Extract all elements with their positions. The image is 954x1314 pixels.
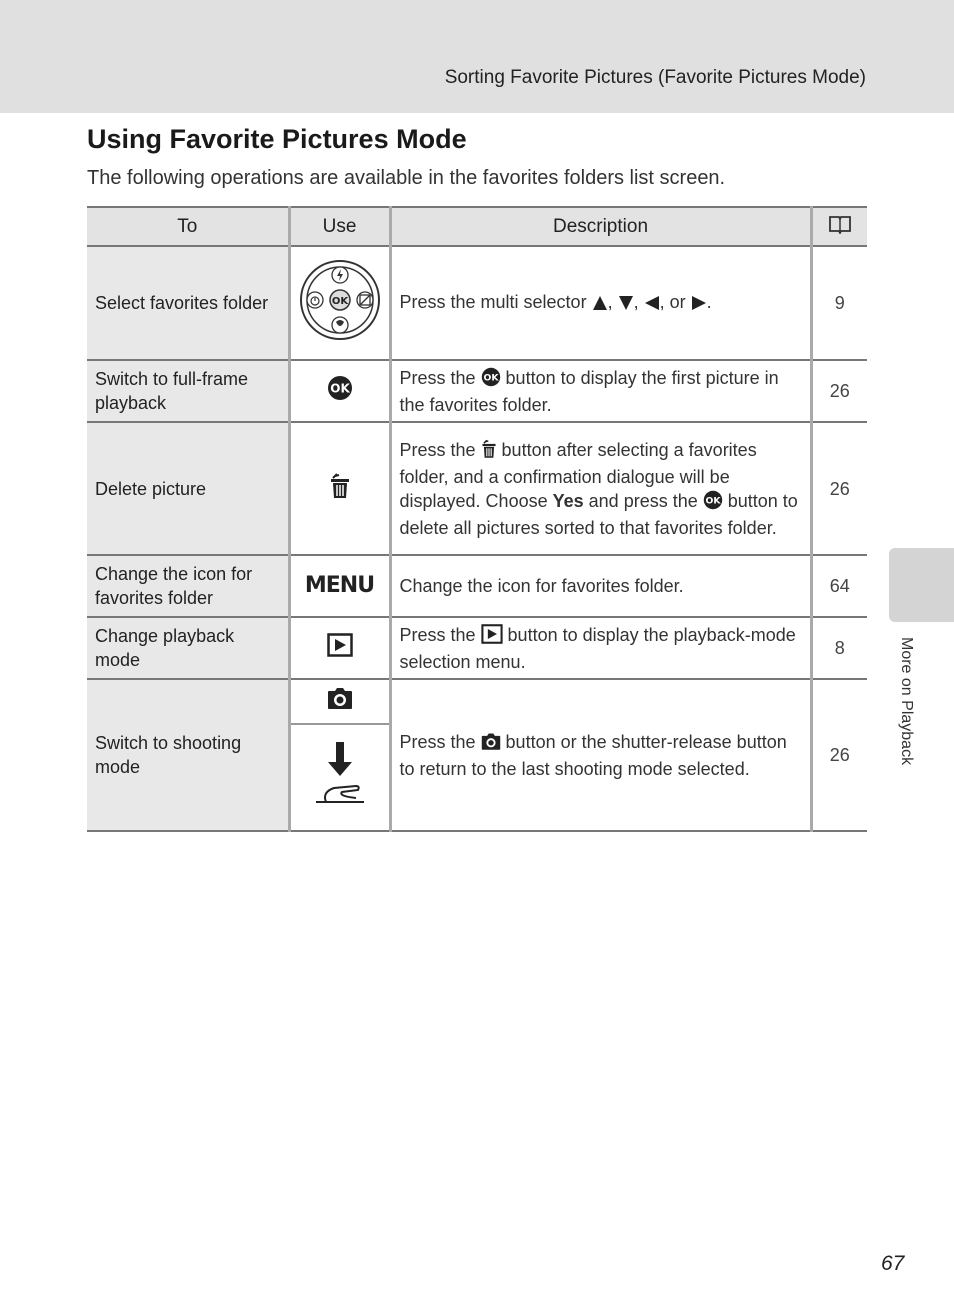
svg-text:OK: OK	[329, 381, 350, 396]
header-use: Use	[289, 207, 390, 246]
triangle-right-icon	[691, 293, 707, 317]
row-to: Change playback mode	[87, 617, 289, 679]
table-row	[87, 246, 867, 360]
menu-button-label: MENU	[304, 573, 375, 598]
row-use	[289, 422, 390, 555]
table-header-row	[87, 207, 867, 246]
row-page: 26	[811, 360, 867, 422]
row-page: 9	[811, 246, 867, 360]
row-description: Press the button after selecting a favorites folder, and a confirmation dialogue will be displayed. Choose Yes and press the OK button to delete all pictures sorted to that favorites folder.	[390, 422, 811, 555]
table-row	[87, 422, 867, 555]
row-to: Select favorites folder	[87, 246, 289, 360]
row-description: Press the button or the shutter-release button to return to the last shooting mode selected.	[390, 679, 811, 831]
multi-selector-icon	[298, 296, 382, 346]
row-description: Press the OK button to display the first picture in the favorites folder.	[390, 360, 811, 422]
header-reference	[811, 207, 867, 246]
header-to: To	[87, 207, 289, 246]
row-use	[289, 246, 390, 360]
playback-button-icon	[481, 624, 503, 650]
ok-button-icon	[327, 381, 353, 405]
running-header: Sorting Favorite Pictures (Favorite Pictures Mode)	[444, 67, 866, 88]
section-tab	[889, 548, 954, 622]
row-to: Switch to full-frame playback	[87, 360, 289, 422]
book-icon	[828, 218, 852, 239]
triangle-left-icon	[644, 293, 660, 317]
trash-icon	[481, 439, 497, 465]
header-band	[0, 0, 954, 113]
use-camera-cell	[291, 680, 389, 725]
row-to: Switch to shooting mode	[87, 679, 289, 831]
svg-text:OK: OK	[705, 494, 721, 506]
row-use	[289, 679, 390, 831]
table-row	[87, 555, 867, 617]
ok-button-icon	[481, 367, 501, 393]
row-description: Press the button to display the playback-mode selection menu.	[390, 617, 811, 679]
page-number: 67	[881, 1252, 905, 1275]
table-row	[87, 360, 867, 422]
use-shutter-cell	[291, 725, 389, 830]
shutter-release-icon	[312, 740, 368, 816]
row-to: Change the icon for favorites folder	[87, 555, 289, 617]
section-tab-label: More on Playback	[898, 637, 915, 766]
svg-text:OK: OK	[483, 371, 499, 383]
ok-button-icon	[703, 490, 723, 516]
playback-button-icon	[327, 641, 353, 661]
operations-table	[87, 206, 867, 832]
header-description: Description	[390, 207, 811, 246]
row-to: Delete picture	[87, 422, 289, 555]
row-page: 26	[811, 422, 867, 555]
row-page: 26	[811, 679, 867, 831]
triangle-up-icon	[592, 293, 608, 317]
camera-icon	[327, 688, 353, 716]
table-row	[87, 679, 867, 831]
triangle-down-icon	[618, 293, 634, 317]
row-use	[289, 555, 390, 617]
page-title: Using Favorite Pictures Mode	[87, 124, 467, 154]
camera-icon	[481, 733, 501, 757]
row-use	[289, 617, 390, 679]
row-description: Press the multi selector , , , or .	[390, 246, 811, 360]
row-page: 8	[811, 617, 867, 679]
row-description: Change the icon for favorites folder.	[390, 555, 811, 617]
svg-text:OK: OK	[331, 296, 348, 307]
trash-icon	[329, 483, 351, 503]
row-page: 64	[811, 555, 867, 617]
yes-option: Yes	[552, 490, 584, 511]
intro-text: The following operations are available in the favorites folders list screen.	[87, 167, 726, 189]
table-row	[87, 617, 867, 679]
row-use	[289, 360, 390, 422]
